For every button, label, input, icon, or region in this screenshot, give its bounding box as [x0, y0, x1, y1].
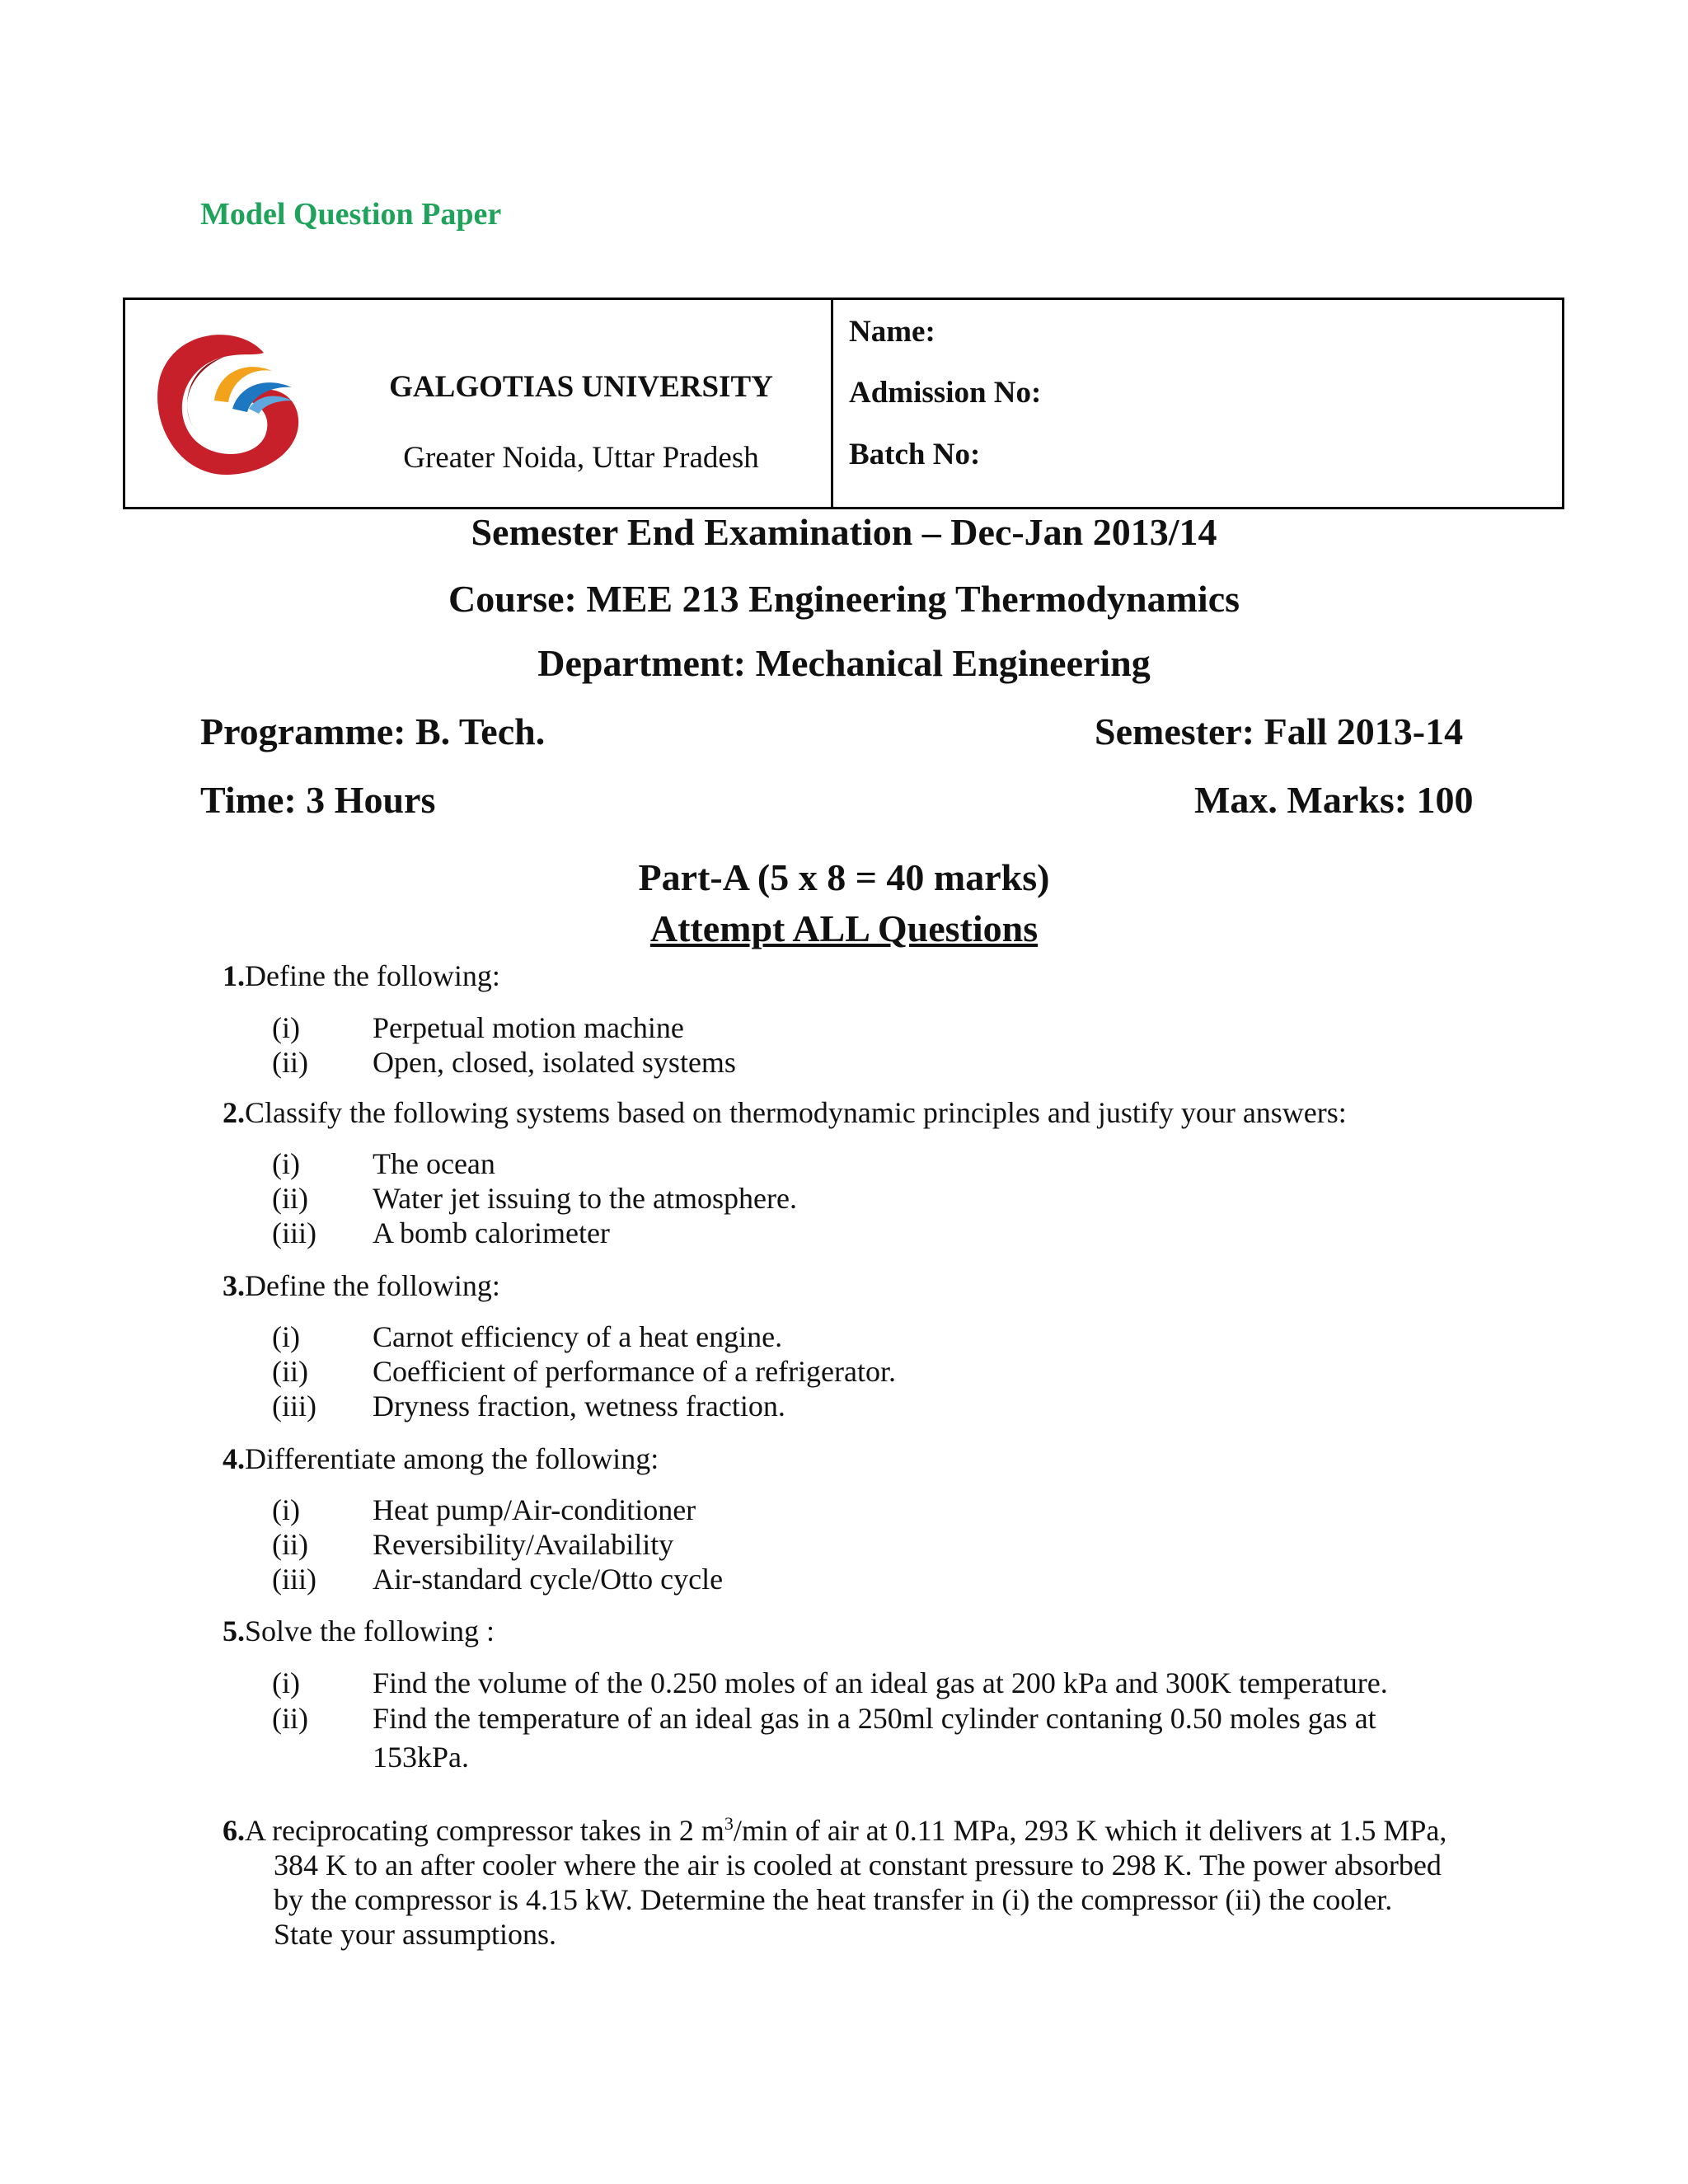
- question-6: [223, 1807, 1492, 1952]
- question-number: 2.: [223, 1096, 245, 1129]
- department-title: Department: Mechanical Engineering: [537, 642, 1151, 684]
- header-table: [123, 298, 1564, 509]
- sub-item-number: (i): [272, 1320, 300, 1353]
- sub-item-number: (iii): [272, 1216, 316, 1249]
- course-title: Course: MEE 213 Engineering Thermodynamics: [448, 578, 1240, 620]
- semester-info: Semester: Fall 2013-14: [1095, 710, 1464, 752]
- sub-item-number: (i): [272, 1666, 300, 1699]
- university-logo: [142, 320, 307, 485]
- question-text: Classify the following systems based on thermodynamic principles and justify your answers:: [245, 1096, 1347, 1129]
- sub-item-text: Perpetual motion machine: [373, 1011, 684, 1044]
- question-6-line-2: 384 K to an after cooler where the air is cooled at constant pressure to 298 K. The power absorbed: [274, 1849, 1442, 1882]
- sub-item-text: Coefficient of performance of a refrigerator.: [373, 1355, 897, 1388]
- time-info: Time: 3 Hours: [200, 779, 436, 821]
- question-1: [223, 958, 500, 993]
- sub-item-text: Find the volume of the 0.250 moles of an ideal gas at 200 kPa and 300K temperature.: [373, 1666, 1388, 1699]
- part-a-heading: Part-A (5 x 8 = 40 marks): [638, 856, 1050, 898]
- sub-item-text-continued: 153kPa.: [373, 1741, 469, 1774]
- name-field-label: Name:: [849, 315, 935, 349]
- superscript-3: 3: [724, 1813, 734, 1834]
- sub-item-number: (ii): [272, 1355, 308, 1388]
- question-number: 5.: [223, 1615, 245, 1647]
- question-text: Solve the following :: [245, 1615, 495, 1647]
- university-location: Greater Noida, Uttar Pradesh: [403, 441, 759, 475]
- question-text: Define the following:: [245, 1269, 500, 1302]
- admission-no-field-label: Admission No:: [849, 376, 1042, 410]
- question-6-text-a: A reciprocating compressor takes in 2 m: [245, 1814, 724, 1847]
- sub-item-text: A bomb calorimeter: [373, 1216, 610, 1249]
- sub-item-number: (i): [272, 1493, 300, 1526]
- sub-item-text: Reversibility/Availability: [373, 1528, 674, 1561]
- sub-item-number: (i): [272, 1147, 300, 1180]
- sub-item-text: Carnot efficiency of a heat engine.: [373, 1320, 783, 1353]
- university-name: GALGOTIAS UNIVERSITY: [389, 370, 773, 404]
- sub-item-number: (ii): [272, 1702, 308, 1735]
- sub-item-text: Heat pump/Air-conditioner: [373, 1493, 696, 1526]
- question-5: [223, 1614, 495, 1648]
- question-6-line-1: [223, 1807, 1492, 1848]
- sub-item-number: (ii): [272, 1528, 308, 1561]
- sub-item-text: The ocean: [373, 1147, 495, 1180]
- question-number: 4.: [223, 1442, 245, 1475]
- programme-info: Programme: B. Tech.: [200, 710, 546, 752]
- question-text: Define the following:: [245, 959, 500, 992]
- sub-item-number: (ii): [272, 1046, 308, 1079]
- part-a-instruction: Attempt ALL Questions: [649, 907, 1039, 949]
- sub-item-text: Open, closed, isolated systems: [373, 1046, 736, 1079]
- sub-item-number: (ii): [272, 1182, 308, 1215]
- sub-item-number: (i): [272, 1011, 300, 1044]
- sub-item-number: (iii): [272, 1563, 316, 1596]
- question-3: [223, 1268, 500, 1303]
- sub-item-number: (iii): [272, 1390, 316, 1422]
- sub-item-text: Air-standard cycle/Otto cycle: [373, 1563, 724, 1596]
- sub-item-text: Dryness fraction, wetness fraction.: [373, 1390, 785, 1422]
- question-number: 1.: [223, 959, 245, 992]
- question-4: [223, 1441, 659, 1476]
- question-2: [223, 1095, 1347, 1130]
- sub-item-text: Water jet issuing to the atmosphere.: [373, 1182, 797, 1215]
- question-text: Differentiate among the following:: [245, 1442, 659, 1475]
- model-question-paper-label: Model Question Paper: [200, 197, 502, 232]
- question-number: 6.: [223, 1814, 245, 1847]
- header-divider: [831, 298, 833, 509]
- question-6-line-4: State your assumptions.: [274, 1918, 556, 1951]
- question-6-text-b: /min of air at 0.11 MPa, 293 K which it delivers at 1.5 MPa,: [733, 1814, 1447, 1847]
- question-6-line-3: by the compressor is 4.15 kW. Determine the heat transfer in (i) the compressor (ii) the cooler.: [274, 1883, 1393, 1916]
- sub-item-text: Find the temperature of an ideal gas in a 250ml cylinder contaning 0.50 moles gas at: [373, 1702, 1376, 1735]
- question-number: 3.: [223, 1269, 245, 1302]
- batch-no-field-label: Batch No:: [849, 438, 981, 471]
- max-marks-info: Max. Marks: 100: [1194, 779, 1474, 821]
- exam-title: Semester End Examination – Dec-Jan 2013/14: [471, 511, 1217, 553]
